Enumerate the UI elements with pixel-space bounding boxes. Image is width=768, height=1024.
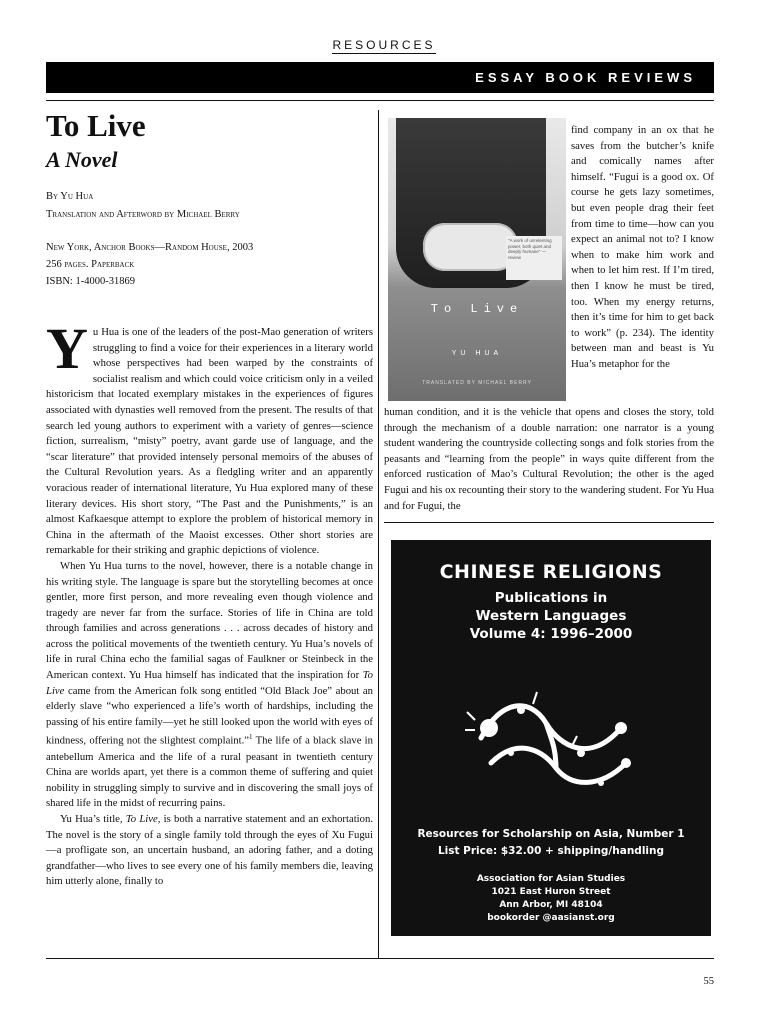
paragraph-right-full: human condition, and it is the vehicle that opens and closes the story, told through the mechanism of a double narration: one narrator is a young student wandering the countryside collecting songs and folk stories from the peasants and “learning from the people” in ways quite different from the enforced rustication of Mao’s Cultural Revolution; the other is the aged Fugui and his ox recounting their story to the wandering student. For Yu Hua and for Fugui, the [384,406,714,512]
top-rule [46,100,714,101]
cover-author: YU HUA [451,350,503,357]
section-banner: ESSAY BOOK REVIEWS [46,62,714,93]
ad-series-line: Resources for Scholarship on Asia, Number 1 [417,828,685,840]
column-divider [378,110,379,958]
byline: By Yu Hua [46,191,94,202]
translation-credit: Translation and Afterword by Michael Berry [46,209,240,220]
section-label-text: RESOURCES [332,38,436,52]
section-label [0,38,768,52]
ad-separator-rule [384,522,714,523]
dragon-icon [461,668,641,808]
paragraph-1-text: u Hua is one of the leaders of the post-Mao generation of writers struggling to find a voice for their experiences in a literary world whose perspectives had been warped by the constraints of socialist realism and which could voice criticism only in a veiled historicism that located exemplary mistakes in the experiences of figures associated with dynasties well removed from the present. The results of that search led young authors to experiment with a variety of genres—science fiction, surrealism, “misty” poetry, avant garde use of language, and the “scar literature” that provided intensely personal memoirs of the abuses of the Cultural Revolution years. As a fledgling writer and an apparently voracious reader of international literature, Yu Hua explored many of these literary devices. His short story, “The Past and the Punishments,” is an almost Kafkaesque attempt to explore the problem of historical memory in China in the aftermath of the Maoist excesses. Other short stories are remarkable for their striking and graphic depictions of violence. [46,326,373,557]
publisher-info: New York, Anchor Books—Random House, 2003 [46,242,254,253]
paragraph-right-top: find company in an ox that he saves from the butcher’s knife and comically names after himself. “Fugui is a good ox. Of course he gets lazy sometimes, but even people drag their feet from time to time—how can you expect an animal not to? I know when to make him work and when to let him rest. If I’m tired, then I know he must be tired, too. When my energy returns, then it’s time for him to get back to work” (p. 234). The identity between man and beast is Yu Hua’s metaphor for the [571,124,714,370]
bottom-rule [46,958,714,959]
book-cover-image [388,118,566,401]
cover-hands [423,223,518,271]
paragraph-2: When Yu Hua turns to the novel, however, there is a notable change in his writing style. The language is spare but the storytelling becomes at once gentler, more first person, and more revealing even though violence and tragedy are never far from the surface. Stories of life in China are told through families and across generations . . . across decades of history and across the political movements of the twentieth century. Yu Hua’s novels of life in rural China echo the familial sagas of Faulkner or Steinbeck in the American context. Yu Hua himself has indicated that the inspiration for To Live came from the American folk song entitled “Old Black Joe” about an elderly slave “who experienced a life’s worth of hardships, including the passing of his entire family—yet he still looked upon the world with eyes of kindness, offering not the slightest complaint.”$^1$ The life of a black slave in antebellum America and the life of a rural peasant in twentieth century China are worlds apart, yet there is a common theme of suffering and quiet nobility in struggling simply to survive and in discovering the small joys of shared life in the midst of recurring pains. [46,559,373,810]
ad-address-street: 1021 East Huron Street [491,887,611,897]
advertisement [391,540,711,936]
ad-subtitle-1: Publications in [494,590,608,606]
review-body-right-full [384,405,714,514]
cover-title: To Live [430,302,524,316]
book-title: To Live [46,108,146,143]
ad-price-line: List Price: $32.00 + shipping/handling [437,845,665,857]
isbn: ISBN: 1-4000-31869 [46,276,135,287]
page-number: 55 [703,976,714,987]
ad-subtitle-2: Western Languages [475,608,627,624]
cover-blurb: "A work of unrelenting power, both quiet and deeply humane" — review [506,236,562,280]
cover-translator: TRANSLATED BY MICHAEL BERRY [422,380,532,386]
footnote-ref: 1 [249,733,253,742]
ad-email[interactable]: bookorder @aasianst.org [487,913,615,923]
ad-subtitle-3: Volume 4: 1996–2000 [469,626,633,642]
ad-address-city: Ann Arbor, MI 48104 [499,900,603,910]
review-body-left [46,316,373,890]
drop-cap: Y [46,316,88,381]
paragraph-1 [46,316,373,559]
page-count: 256 pages. Paperback [46,259,135,270]
book-title-ref: To Live [125,812,158,825]
ad-title: CHINESE RELIGIONS [439,561,663,583]
paragraph-3: Yu Hua’s title, To Live, is both a narrative statement and an exhortation. The novel is the story of a single family told through the eyes of Xu Fugui—a profligate son, an uncertain husband, an adoring father, and a doting grandfather—who lives to see every one of his family members die, leaving him utterly alone, finally to [46,812,373,888]
ad-address-org: Association for Asian Studies [476,874,626,884]
book-title-ref: To Live [46,669,373,697]
book-subtitle: A Novel [46,147,118,172]
review-body-right-top [571,123,714,373]
